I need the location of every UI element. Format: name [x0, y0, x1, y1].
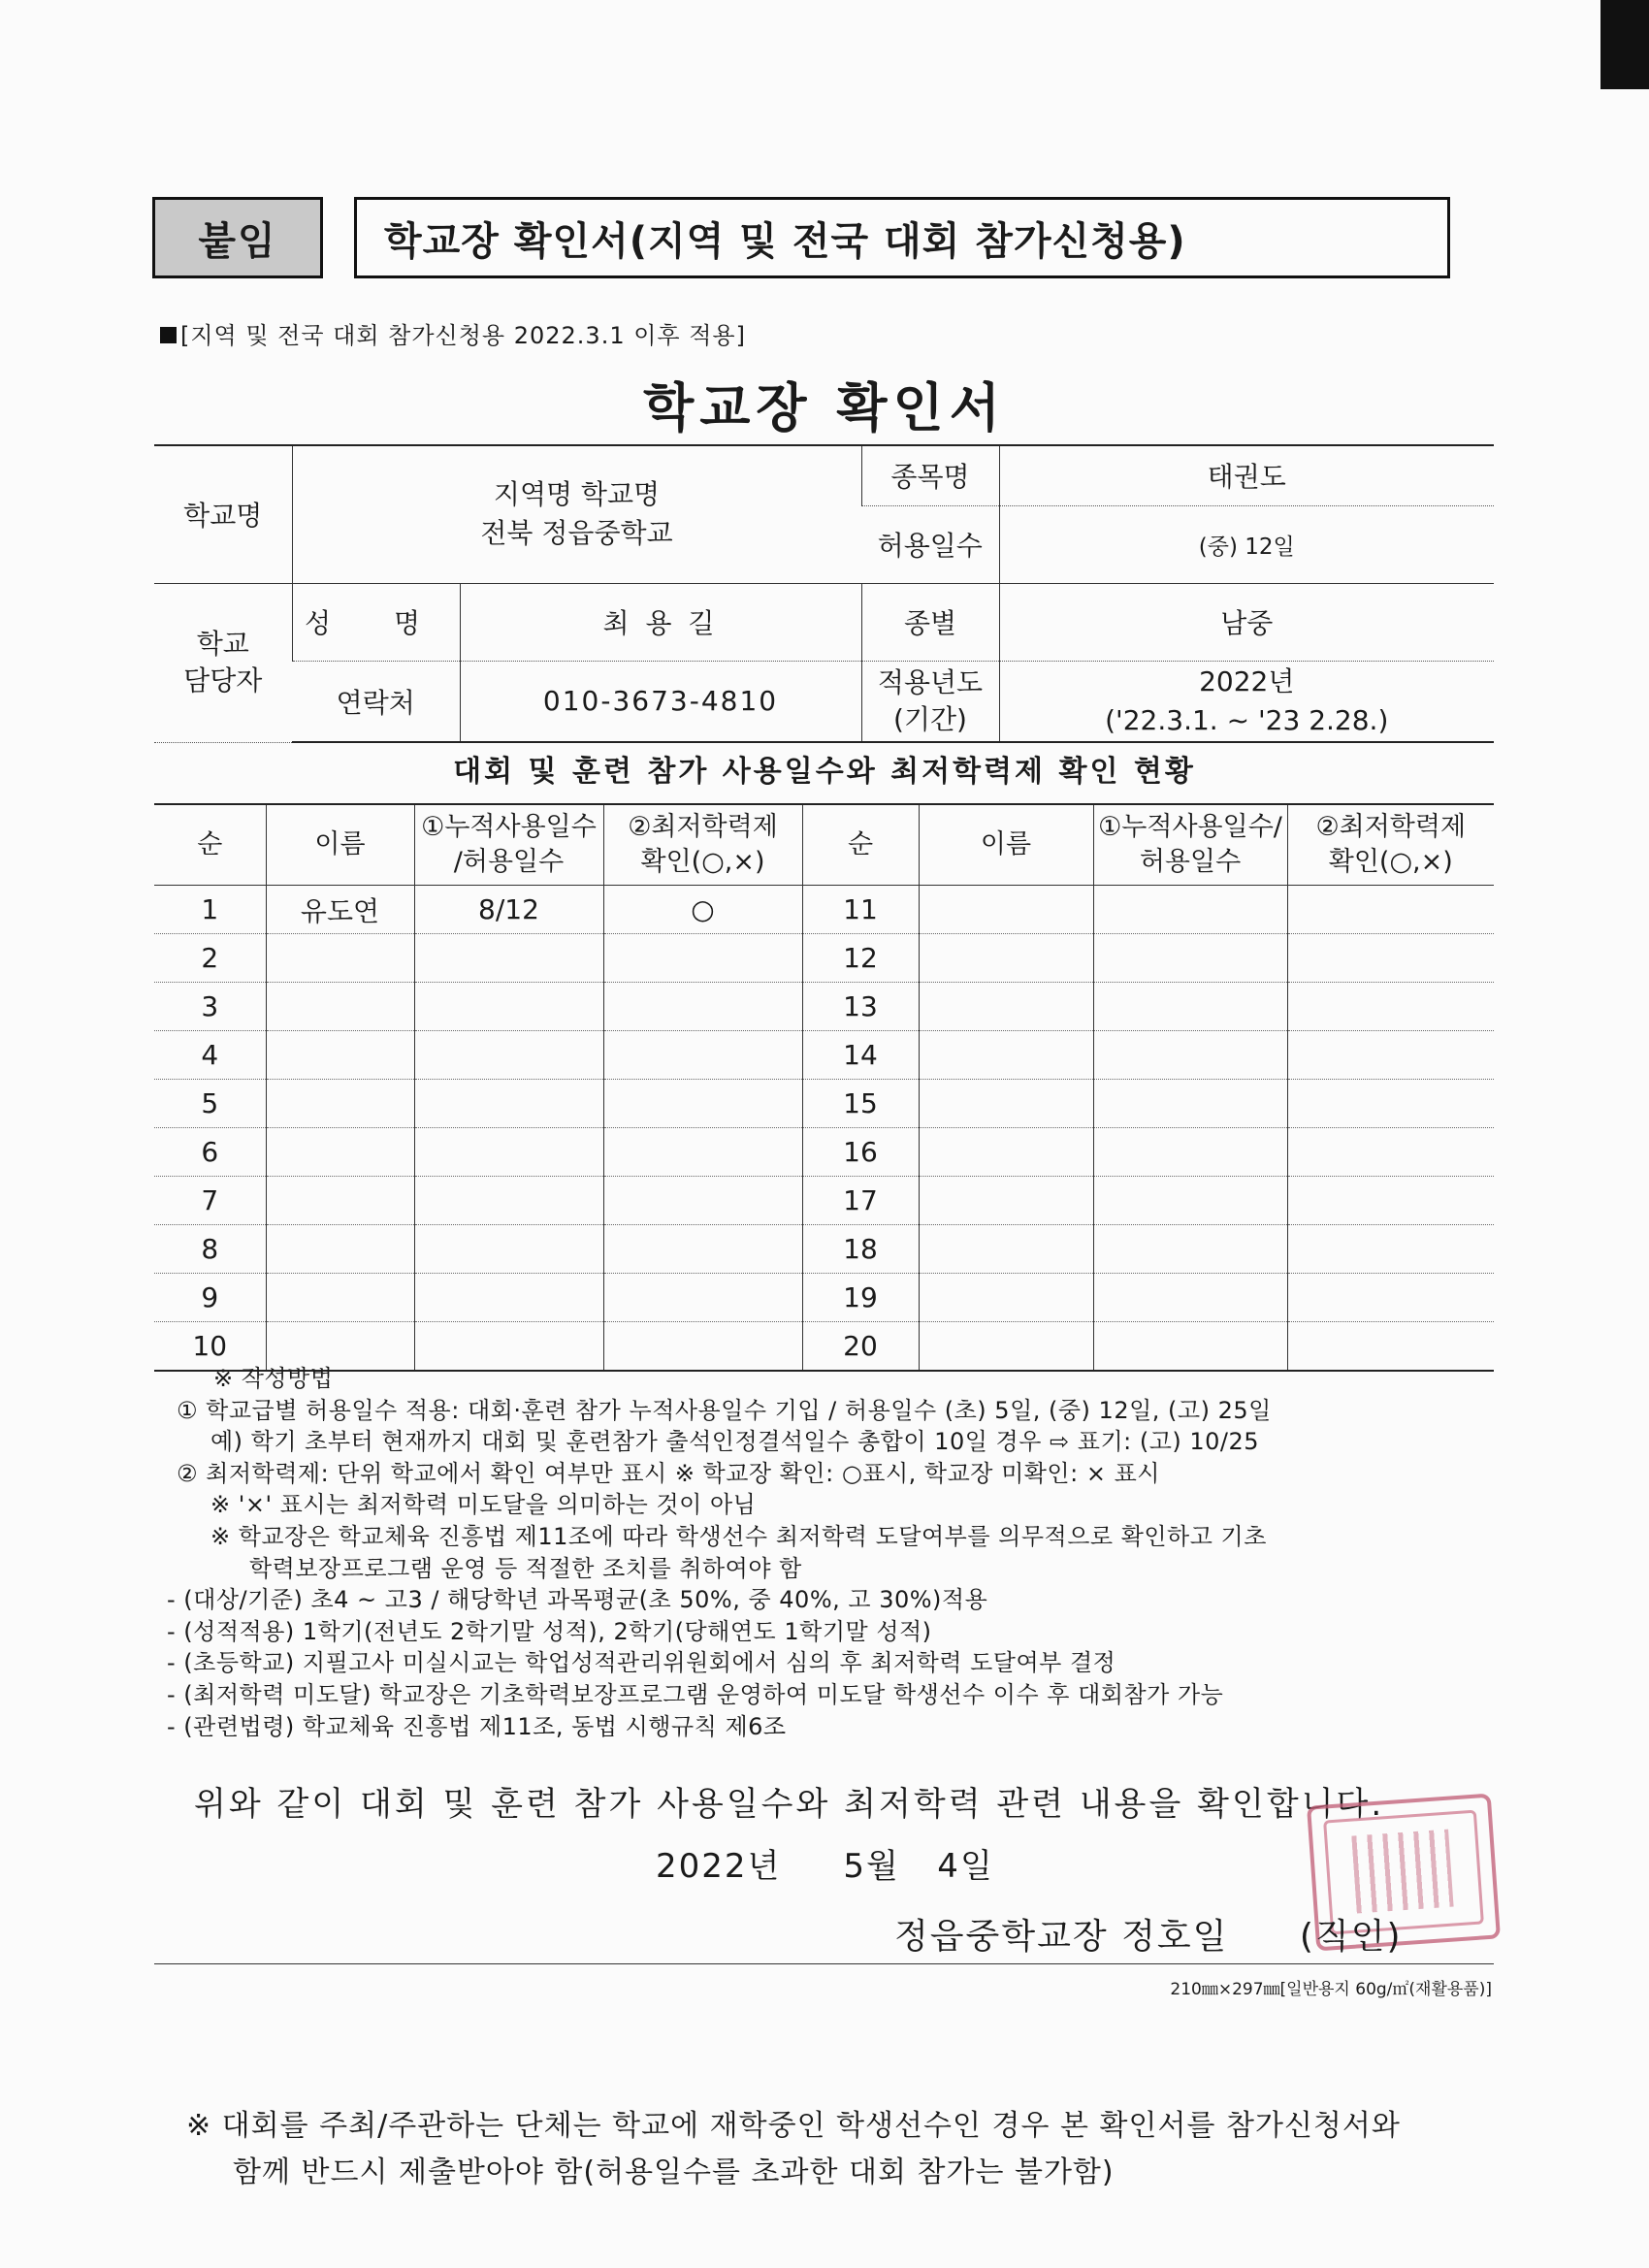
- usage-table-header: [154, 804, 1494, 886]
- row-seq: 1: [154, 886, 266, 934]
- row-seq-right: 15: [802, 1080, 919, 1128]
- school-value-cell: [292, 445, 861, 583]
- principal-signature: [894, 1909, 1403, 1959]
- table-row: [154, 934, 1494, 983]
- footer-divider: [154, 1963, 1494, 1964]
- issue-date: 2022년 5월 4일: [656, 1847, 994, 1886]
- row-seq-right: 11: [802, 886, 919, 934]
- row-check: [603, 1177, 802, 1225]
- row-seq-right: 20: [802, 1322, 919, 1372]
- note-line: ※ 작성방법: [213, 1365, 334, 1392]
- header-title: 학교장 확인서(지역 및 전국 대회 참가신청용): [354, 197, 1450, 278]
- row-name: [266, 934, 414, 983]
- attachment-tag: 붙임: [152, 197, 323, 278]
- allowed-days-label: 허용일수: [861, 505, 999, 583]
- row-seq: 5: [154, 1080, 266, 1128]
- row-name: [266, 1274, 414, 1322]
- row-seq: 3: [154, 983, 266, 1031]
- submission-note: [186, 2103, 1401, 2196]
- header-check: ②최저학력제 확인(○,×): [603, 804, 802, 886]
- table-row: [154, 886, 1494, 934]
- school-info-table: [154, 444, 1494, 743]
- note-line: ② 최저학력제: 단위 학교에서 확인 여부만 표시 ※ 학교장 확인: ○표시, 학교장 미확인: × 표시: [177, 1459, 1160, 1487]
- row-seq: 7: [154, 1177, 266, 1225]
- phone-label: 연락처: [292, 661, 460, 742]
- row-check: [603, 1080, 802, 1128]
- section-heading: 대회 및 훈련 참가 사용일수와 최저학력제 확인 현황: [453, 755, 1196, 789]
- allowed-days-value: (중) 12일: [999, 505, 1494, 583]
- note-line: - (최저학력 미도달) 학교장은 기초학력보장프로그램 운영하여 미도달 학생선수 이수 후 대회참가 가능: [167, 1680, 1224, 1708]
- row-seq: 9: [154, 1274, 266, 1322]
- note-line: 학력보장프로그램 운영 등 적절한 조치를 취하여야 함: [249, 1554, 802, 1582]
- row-days: [414, 1031, 603, 1080]
- note-line: - (성적적용) 1학기(전년도 2학기말 성적), 2학기(당해연도 1학기말 성적): [167, 1617, 932, 1645]
- apply-note: [지역 및 전국 대회 참가신청용 2022.3.1 이후 적용]: [160, 316, 746, 350]
- row-check: [603, 1128, 802, 1177]
- table-row: [154, 1177, 1494, 1225]
- note-line: ① 학교급별 허용일수 적용: 대회·훈련 참가 누적사용일수 기입 / 허용일수 (초) 5일, (중) 12일, (고) 25일: [177, 1396, 1272, 1424]
- category-value: 남중: [999, 583, 1494, 661]
- seal-label: (직인): [1299, 1917, 1403, 1957]
- note-line: ※ 학교장은 학교체육 진흥법 제11조에 따라 학생선수 최저학력 도달여부를 의무적으로 확인하고 기초: [210, 1522, 1267, 1550]
- event-label: 종목명: [861, 445, 999, 505]
- document-title: 학교장 확인서: [643, 377, 1006, 438]
- phone-value: 010-3673-4810: [460, 661, 861, 742]
- row-days: [414, 1177, 603, 1225]
- header-check-right: ②최저학력제 확인(○,×): [1287, 804, 1494, 886]
- header-days: ①누적사용일수 /허용일수: [414, 804, 603, 886]
- year-label: 적용년도 (기간): [861, 661, 999, 742]
- year-value: 2022년 ('22.3.1. ~ '23 2.28.): [999, 661, 1494, 742]
- row-name: [266, 1128, 414, 1177]
- header-seq: 순: [154, 804, 266, 886]
- row-check: ○: [603, 886, 802, 934]
- table-row: [154, 1031, 1494, 1080]
- event-value: 태권도: [999, 445, 1494, 505]
- row-seq-right: 14: [802, 1031, 919, 1080]
- confirmation-statement: 위와 같이 대회 및 훈련 참가 사용일수와 최저학력 관련 내용을 확인합니다.: [194, 1785, 1385, 1824]
- row-days: [414, 1128, 603, 1177]
- note-line: 예) 학기 초부터 현재까지 대회 및 훈련참가 출석인정결석일수 총합이 10일 경우 ⇨ 표기: (고) 10/25: [210, 1428, 1260, 1456]
- row-days: [414, 1274, 603, 1322]
- row-seq-right: 17: [802, 1177, 919, 1225]
- category-label: 종별: [861, 583, 999, 661]
- row-days: [414, 1080, 603, 1128]
- row-name: [266, 1031, 414, 1080]
- school-label: 학교명: [154, 445, 292, 583]
- row-name: [266, 983, 414, 1031]
- principal-name: 정읍중학교장 정호일: [894, 1917, 1229, 1957]
- row-seq: 2: [154, 934, 266, 983]
- header-name: 이름: [266, 804, 414, 886]
- header-seq-right: 순: [802, 804, 919, 886]
- note-line: ※ '×' 표시는 최저학력 미도달을 의미하는 것이 아님: [210, 1491, 757, 1519]
- header: [152, 197, 1450, 282]
- table-row: [154, 1080, 1494, 1128]
- header-name-right: 이름: [919, 804, 1093, 886]
- writing-instructions: [167, 1363, 1505, 1742]
- row-check: [603, 1031, 802, 1080]
- row-seq-right: 12: [802, 934, 919, 983]
- row-seq: 6: [154, 1128, 266, 1177]
- row-name: [266, 1080, 414, 1128]
- note-line: 함께 반드시 제출받아야 함(허용일수를 초과한 대회 참가는 불가함): [233, 2155, 1115, 2189]
- row-seq-right: 13: [802, 983, 919, 1031]
- name-value: 최 용 길: [460, 583, 861, 661]
- row-seq: 4: [154, 1031, 266, 1080]
- row-check: [603, 983, 802, 1031]
- header-days-right: ①누적사용일수/ 허용일수: [1093, 804, 1287, 886]
- row-days: [414, 983, 603, 1031]
- row-seq-right: 18: [802, 1225, 919, 1274]
- table-row: [154, 1274, 1494, 1322]
- row-seq: 10: [154, 1322, 266, 1372]
- name-label: 성 명: [292, 583, 460, 661]
- row-name: 유도연: [266, 886, 414, 934]
- note-line: ※ 대회를 주최/주관하는 단체는 학교에 재학중인 학생선수인 경우 본 확인서를 참가신청서와: [186, 2109, 1401, 2143]
- row-check: [603, 934, 802, 983]
- paper-spec: 210㎜×297㎜[일반용지 60g/㎡(재활용품)]: [1170, 1980, 1492, 1999]
- usage-table: [154, 803, 1494, 1372]
- row-name: [266, 1177, 414, 1225]
- contact-person-label: 학교 담당자: [154, 583, 292, 742]
- row-name: [266, 1225, 414, 1274]
- scan-edge-bar: [1600, 0, 1649, 89]
- row-seq-right: 16: [802, 1128, 919, 1177]
- table-row: [154, 983, 1494, 1031]
- row-days: 8/12: [414, 886, 603, 934]
- school-sub: 지역명 학교명: [493, 478, 661, 511]
- school-value: 전북 정읍중학교: [480, 517, 673, 550]
- row-days: [414, 934, 603, 983]
- note-line: - (대상/기준) 초4 ~ 고3 / 해당학년 과목평균(초 50%, 중 40%, 고 30%)적용: [167, 1586, 988, 1614]
- table-row: [154, 1128, 1494, 1177]
- row-days: [414, 1225, 603, 1274]
- row-seq-right: 19: [802, 1274, 919, 1322]
- row-check: [603, 1274, 802, 1322]
- row-seq: 8: [154, 1225, 266, 1274]
- table-row: [154, 1225, 1494, 1274]
- note-line: - (초등학교) 지필고사 미실시교는 학업성적관리위원회에서 심의 후 최저학력 도달여부 결정: [167, 1649, 1116, 1677]
- row-check: [603, 1225, 802, 1274]
- square-bullet-icon: [160, 327, 177, 343]
- note-line: - (관련법령) 학교체육 진흥법 제11조, 동법 시행규칙 제6조: [167, 1712, 787, 1740]
